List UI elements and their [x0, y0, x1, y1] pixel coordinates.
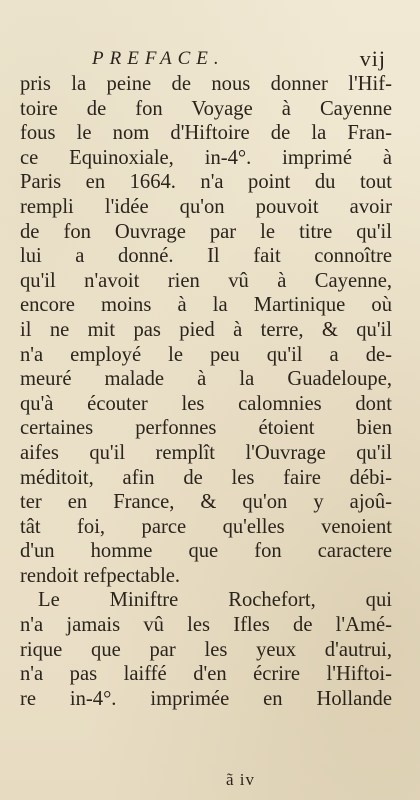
- text-line: re in-4°. imprimée en Hollande: [20, 687, 392, 710]
- text-line: toire de fon Voyage à Cayenne: [20, 97, 392, 120]
- signature-mark: ã iv: [226, 770, 256, 789]
- text-line: tât foi, parce qu'elles venoient: [20, 515, 392, 538]
- text-line: il ne mit pas pied à terre, & qu'il: [20, 318, 392, 341]
- text-line: rique que par les yeux d'autrui,: [20, 638, 392, 661]
- text-line: ter en France, & qu'on y ajoû-: [20, 491, 392, 514]
- text-line: meuré malade à la Guadeloupe,: [20, 368, 392, 391]
- text-line: aifes qu'il remplît l'Ouvrage qu'il: [20, 441, 392, 464]
- text-line: rempli l'idée qu'on pouvoit avoir: [20, 195, 392, 218]
- text-line: ce Equinoxiale, in-4°. imprimé à: [20, 146, 392, 169]
- text-line: rendoit refpectable.: [20, 564, 181, 587]
- text-line: certaines perfonnes étoient bien: [20, 417, 392, 440]
- text-line: d'un homme que fon caractere: [20, 540, 392, 563]
- text-line: encore moins à la Martinique où: [20, 294, 392, 317]
- text-line: Paris en 1664. n'a point du tout: [20, 171, 392, 194]
- text-line: qu'il n'avoit rien vû à Cayenne,: [20, 269, 392, 292]
- running-title: PREFACE.: [92, 48, 225, 69]
- text-line: fous le nom d'Hiftoire de la Fran-: [20, 122, 392, 145]
- text-line: Le Miniftre Rochefort, qui: [38, 589, 392, 612]
- text-line: pris la peine de nous donner l'Hif-: [20, 73, 392, 95]
- text-line: n'a employé le peu qu'il a de-: [20, 343, 392, 366]
- text-line: lui a donné. Il fait connoître: [20, 245, 392, 268]
- body-text: [20, 72, 392, 711]
- text-line: n'a jamais vû les Ifles de l'Amé-: [20, 614, 392, 637]
- text-line: n'a pas laiffé d'en écrire l'Hiftoi-: [20, 663, 392, 686]
- text-line: qu'à écouter les calomnies dont: [20, 392, 392, 415]
- text-line: méditoit, afin de les faire débi-: [20, 466, 392, 489]
- text-line: de fon Ouvrage par le titre qu'il: [20, 220, 392, 243]
- page-number: vij: [359, 46, 386, 71]
